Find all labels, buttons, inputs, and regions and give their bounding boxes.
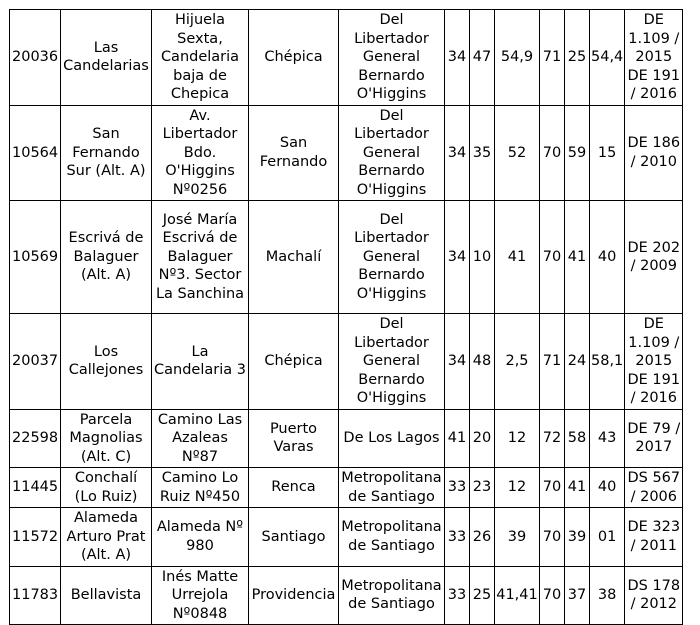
coord-5: 24 [565,314,590,410]
coord-5: 37 [565,566,590,625]
coord-5: 41 [565,201,590,314]
coord-1: 34 [445,10,470,106]
coord-6: 54,4 [590,10,625,106]
decree: DE 323 / 2011 [625,508,683,567]
site-code: 22598 [10,409,61,468]
decree: DE 1.109 / 2015 DE 191 / 2016 [625,314,683,410]
site-address: Hijuela Sexta, Candelaria baja de Chepica [152,10,249,106]
coord-6: 40 [590,201,625,314]
decree: DS 178 / 2012 [625,566,683,625]
coord-5: 25 [565,10,590,106]
table-row [10,201,683,314]
decree: DE 186 / 2010 [625,105,683,201]
coord-3: 2,5 [495,314,540,410]
site-region: Del Libertador General Bernardo O'Higgins [339,10,445,106]
coord-6: 01 [590,508,625,567]
site-code: 11445 [10,468,61,508]
coord-4: 70 [540,468,565,508]
site-region: Del Libertador General Bernardo O'Higgins [339,105,445,201]
table-row [10,468,683,508]
coord-1: 33 [445,508,470,567]
site-region: Metropolitana de Santiago [339,468,445,508]
coord-5: 41 [565,468,590,508]
coord-3: 52 [495,105,540,201]
site-code: 11783 [10,566,61,625]
coord-6: 38 [590,566,625,625]
site-region: Del Libertador General Bernardo O'Higgins [339,314,445,410]
table-row [10,566,683,625]
coord-6: 40 [590,468,625,508]
decree: DE 79 / 2017 [625,409,683,468]
coord-2: 10 [470,201,495,314]
coord-5: 58 [565,409,590,468]
site-name: San Fernando Sur (Alt. A) [61,105,152,201]
coord-6: 15 [590,105,625,201]
coord-4: 70 [540,566,565,625]
coord-4: 70 [540,105,565,201]
sites-table [9,9,683,625]
site-address: Camino Las Azaleas Nº87 [152,409,249,468]
coord-2: 20 [470,409,495,468]
site-name: Conchalí (Lo Ruiz) [61,468,152,508]
coord-2: 26 [470,508,495,567]
site-commune: San Fernando [249,105,339,201]
site-commune: Renca [249,468,339,508]
coord-1: 34 [445,201,470,314]
coord-1: 34 [445,314,470,410]
table-row [10,10,683,106]
decree: DE 202 / 2009 [625,201,683,314]
site-commune: Chépica [249,314,339,410]
site-name: Bellavista [61,566,152,625]
site-region: De Los Lagos [339,409,445,468]
coord-4: 71 [540,10,565,106]
coord-5: 59 [565,105,590,201]
site-address: La Candelaria 3 [152,314,249,410]
coord-4: 72 [540,409,565,468]
site-address: Inés Matte Urrejola Nº0848 [152,566,249,625]
site-name: Escrivá de Balaguer (Alt. A) [61,201,152,314]
coord-3: 12 [495,409,540,468]
site-code: 10569 [10,201,61,314]
site-address: Av. Libertador Bdo. O'Higgins Nº0256 [152,105,249,201]
site-address: Alameda Nº 980 [152,508,249,567]
site-commune: Puerto Varas [249,409,339,468]
site-commune: Chépica [249,10,339,106]
table-row [10,409,683,468]
site-region: Metropolitana de Santiago [339,566,445,625]
table-row [10,508,683,567]
coord-2: 23 [470,468,495,508]
coord-2: 25 [470,566,495,625]
site-name: Parcela Magnolias (Alt. C) [61,409,152,468]
coord-2: 35 [470,105,495,201]
coord-1: 41 [445,409,470,468]
site-address: Camino Lo Ruiz Nº450 [152,468,249,508]
site-code: 11572 [10,508,61,567]
coord-6: 43 [590,409,625,468]
coord-6: 58,1 [590,314,625,410]
coord-2: 48 [470,314,495,410]
table-row [10,105,683,201]
coord-3: 39 [495,508,540,567]
site-commune: Santiago [249,508,339,567]
table-row [10,314,683,410]
coord-4: 70 [540,201,565,314]
coord-3: 41 [495,201,540,314]
site-code: 10564 [10,105,61,201]
coord-1: 33 [445,468,470,508]
site-name: Alameda Arturo Prat (Alt. A) [61,508,152,567]
coord-3: 41,41 [495,566,540,625]
coord-4: 71 [540,314,565,410]
coord-1: 34 [445,105,470,201]
coord-3: 54,9 [495,10,540,106]
site-region: Del Libertador General Bernardo O'Higgins [339,201,445,314]
coord-4: 70 [540,508,565,567]
decree: DS 567 / 2006 [625,468,683,508]
coord-5: 39 [565,508,590,567]
site-commune: Providencia [249,566,339,625]
site-region: Metropolitana de Santiago [339,508,445,567]
decree: DE 1.109 / 2015 DE 191 / 2016 [625,10,683,106]
site-commune: Machalí [249,201,339,314]
site-code: 20036 [10,10,61,106]
site-code: 20037 [10,314,61,410]
site-name: Los Callejones [61,314,152,410]
coord-2: 47 [470,10,495,106]
site-name: Las Candelarias [61,10,152,106]
coord-3: 12 [495,468,540,508]
coord-1: 33 [445,566,470,625]
site-address: José María Escrivá de Balaguer Nº3. Sector La Sanchina [152,201,249,314]
